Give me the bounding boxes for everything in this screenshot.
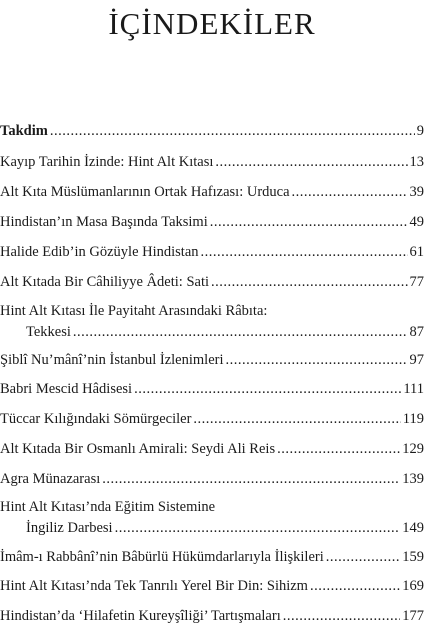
toc-entry <box>0 270 424 294</box>
dot-leader <box>277 437 400 461</box>
toc-entry-page: 61 <box>410 240 424 264</box>
dot-leader <box>210 210 408 234</box>
toc-entry-title: Tekkesi <box>26 320 71 344</box>
toc-entry-page: 119 <box>403 407 424 431</box>
toc-entry-page: 129 <box>402 437 424 461</box>
toc-entry-page: 87 <box>410 320 424 344</box>
toc-entry <box>0 437 424 461</box>
toc-entry-page: 77 <box>410 270 424 294</box>
toc-entry-title: Tüccar Kılığındaki Sömürgeciler <box>0 407 191 431</box>
toc-entry-page: 159 <box>402 545 424 569</box>
toc-entry-page: 177 <box>402 604 424 628</box>
toc-entry <box>0 574 424 598</box>
toc-entry <box>0 119 424 143</box>
toc-entry-title: İmâm-ı Rabbânî’nin Bâbürlü Hükümdarlarıyla İlişkileri <box>0 545 324 569</box>
dot-leader <box>193 407 400 431</box>
toc-entry <box>0 240 424 264</box>
toc-entry-title: Şiblî Nu’mânî’nin İstanbul İzlenimleri <box>0 348 224 372</box>
toc-entry-title: Alt Kıtada Bir Câhiliyye Âdeti: Sati <box>0 270 209 294</box>
dot-leader <box>292 180 408 204</box>
toc-entry-title: Hindistan’da ‘Hilafetin Kureyşîliği’ Tartışmaları <box>0 604 281 628</box>
dot-leader <box>73 320 408 344</box>
toc-entry <box>0 467 424 491</box>
toc-entry <box>0 180 424 204</box>
toc-entry-page: 97 <box>410 348 424 372</box>
toc-entry-title: Agra Münazarası <box>0 467 100 491</box>
toc-entry <box>0 150 424 174</box>
toc-entry-page: 111 <box>403 377 424 401</box>
toc-entry-title: Halide Edib’in Gözüyle Hindistan <box>0 240 199 264</box>
toc-entry-title: Kayıp Tarihin İzinde: Hint Alt Kıtası <box>0 150 213 174</box>
toc-entry-title: Takdim <box>0 119 48 143</box>
dot-leader <box>102 467 400 491</box>
toc-entry-title: Alt Kıtada Bir Osmanlı Amirali: Seydi Ali Reis <box>0 437 275 461</box>
toc-entry-page: 49 <box>410 210 424 234</box>
toc-entry-title: Hindistan’ın Masa Başında Taksimi <box>0 210 208 234</box>
toc-entry-page: 13 <box>410 150 424 174</box>
toc-entry <box>0 210 424 234</box>
toc-entry <box>0 320 424 344</box>
toc-entry <box>0 516 424 540</box>
dot-leader <box>201 240 408 264</box>
toc-entry-title: Hint Alt Kıtası İle Payitaht Arasındaki Râbıta: <box>0 299 267 323</box>
toc-entry-title: Alt Kıta Müslümanlarının Ortak Hafızası: Urduca <box>0 180 290 204</box>
toc-entry-page: 149 <box>402 516 424 540</box>
dot-leader <box>134 377 401 401</box>
dot-leader <box>215 150 407 174</box>
dot-leader <box>283 604 401 628</box>
dot-leader <box>326 545 400 569</box>
page-title: İÇİNDEKİLER <box>0 4 424 44</box>
dot-leader <box>50 119 415 143</box>
dot-leader <box>115 516 401 540</box>
dot-leader <box>226 348 408 372</box>
toc-entry <box>0 407 424 431</box>
toc-entry-page: 139 <box>402 467 424 491</box>
toc-entry-title: Babri Mescid Hâdisesi <box>0 377 132 401</box>
toc-entry <box>0 604 424 628</box>
toc-entry-page: 9 <box>417 119 424 143</box>
toc-entry-title: Hint Alt Kıtası’nda Eğitim Sistemine <box>0 495 215 519</box>
toc-entry <box>0 377 424 401</box>
toc-entry-title: İngiliz Darbesi <box>26 516 113 540</box>
toc-entry-page: 39 <box>410 180 424 204</box>
dot-leader <box>211 270 407 294</box>
toc-entry <box>0 545 424 569</box>
toc-entry-title: Hint Alt Kıtası’nda Tek Tanrılı Yerel Bir Din: Sihizm <box>0 574 308 598</box>
toc-entry-page: 169 <box>402 574 424 598</box>
dot-leader <box>310 574 400 598</box>
toc-entry <box>0 348 424 372</box>
